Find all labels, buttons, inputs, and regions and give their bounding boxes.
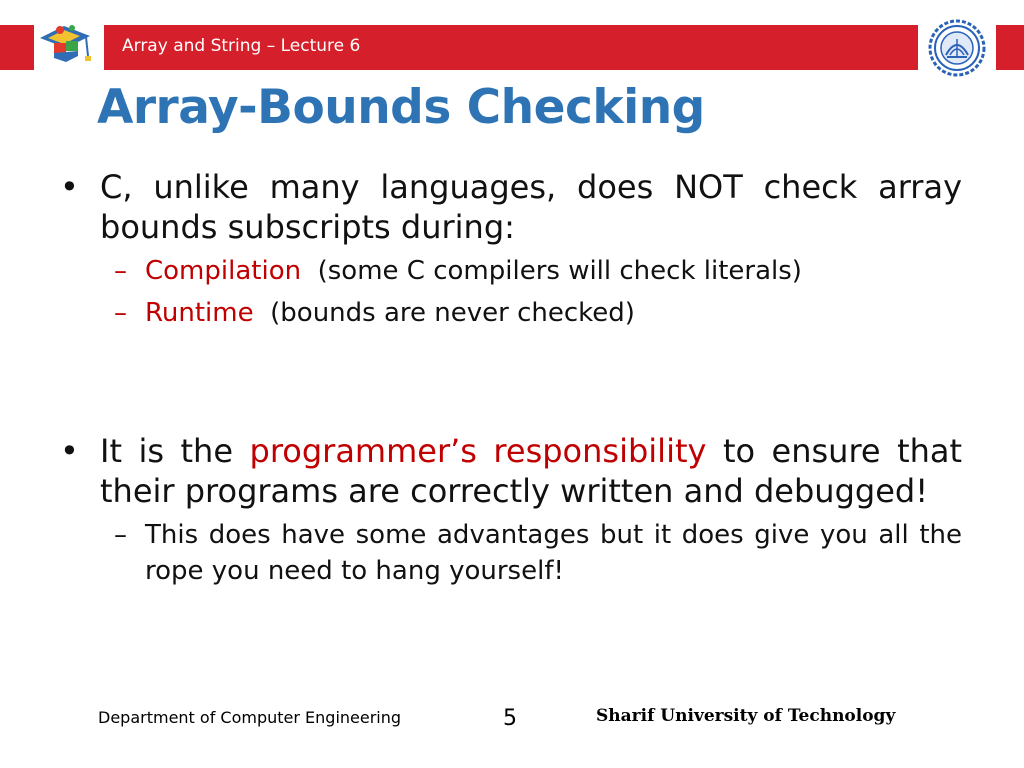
sub-bullet-dash: – — [114, 520, 127, 550]
sub-bullet-text: This does have some advantages but it does give you all the rope you need to hang yourself! — [145, 520, 962, 586]
slide-title: Array-Bounds Checking — [97, 80, 705, 135]
bullet-item — [60, 431, 962, 511]
lecture-title: Array and String – Lecture 6 — [122, 36, 361, 56]
university-logo — [918, 16, 996, 80]
sub-bullet-dash: – — [114, 256, 127, 286]
bullet-text: to ensure that their programs are correctly written and debugged! — [100, 432, 963, 510]
highlight-text: programmer’s responsibility — [249, 432, 707, 470]
highlight-text: Compilation — [145, 256, 302, 286]
sub-bullet-item — [60, 295, 962, 331]
sub-bullet-text: (bounds are never checked) — [270, 298, 635, 328]
sub-bullet-text: (some C compilers will check literals) — [317, 256, 802, 286]
highlight-text: Runtime — [145, 298, 254, 328]
bullet-text: C, unlike many languages, does NOT check array bounds subscripts during: — [100, 168, 962, 246]
footer-department: Department of Computer Engineering — [98, 708, 402, 727]
slide-body — [60, 167, 962, 589]
bullet-item — [60, 167, 962, 247]
page-number: 5 — [503, 706, 517, 731]
bullet-dot: • — [60, 168, 79, 206]
university-seal-icon — [928, 19, 986, 77]
footer-university: Sharif University of Technology — [596, 706, 896, 726]
sub-bullet-item — [60, 517, 962, 589]
course-logo — [34, 16, 104, 76]
sub-bullet-item — [60, 253, 962, 289]
bullet-dot: • — [60, 432, 79, 470]
sub-bullet-dash: – — [114, 298, 127, 328]
bullet-text: It is the — [100, 432, 234, 470]
puzzle-graduation-cap-icon — [34, 16, 104, 76]
